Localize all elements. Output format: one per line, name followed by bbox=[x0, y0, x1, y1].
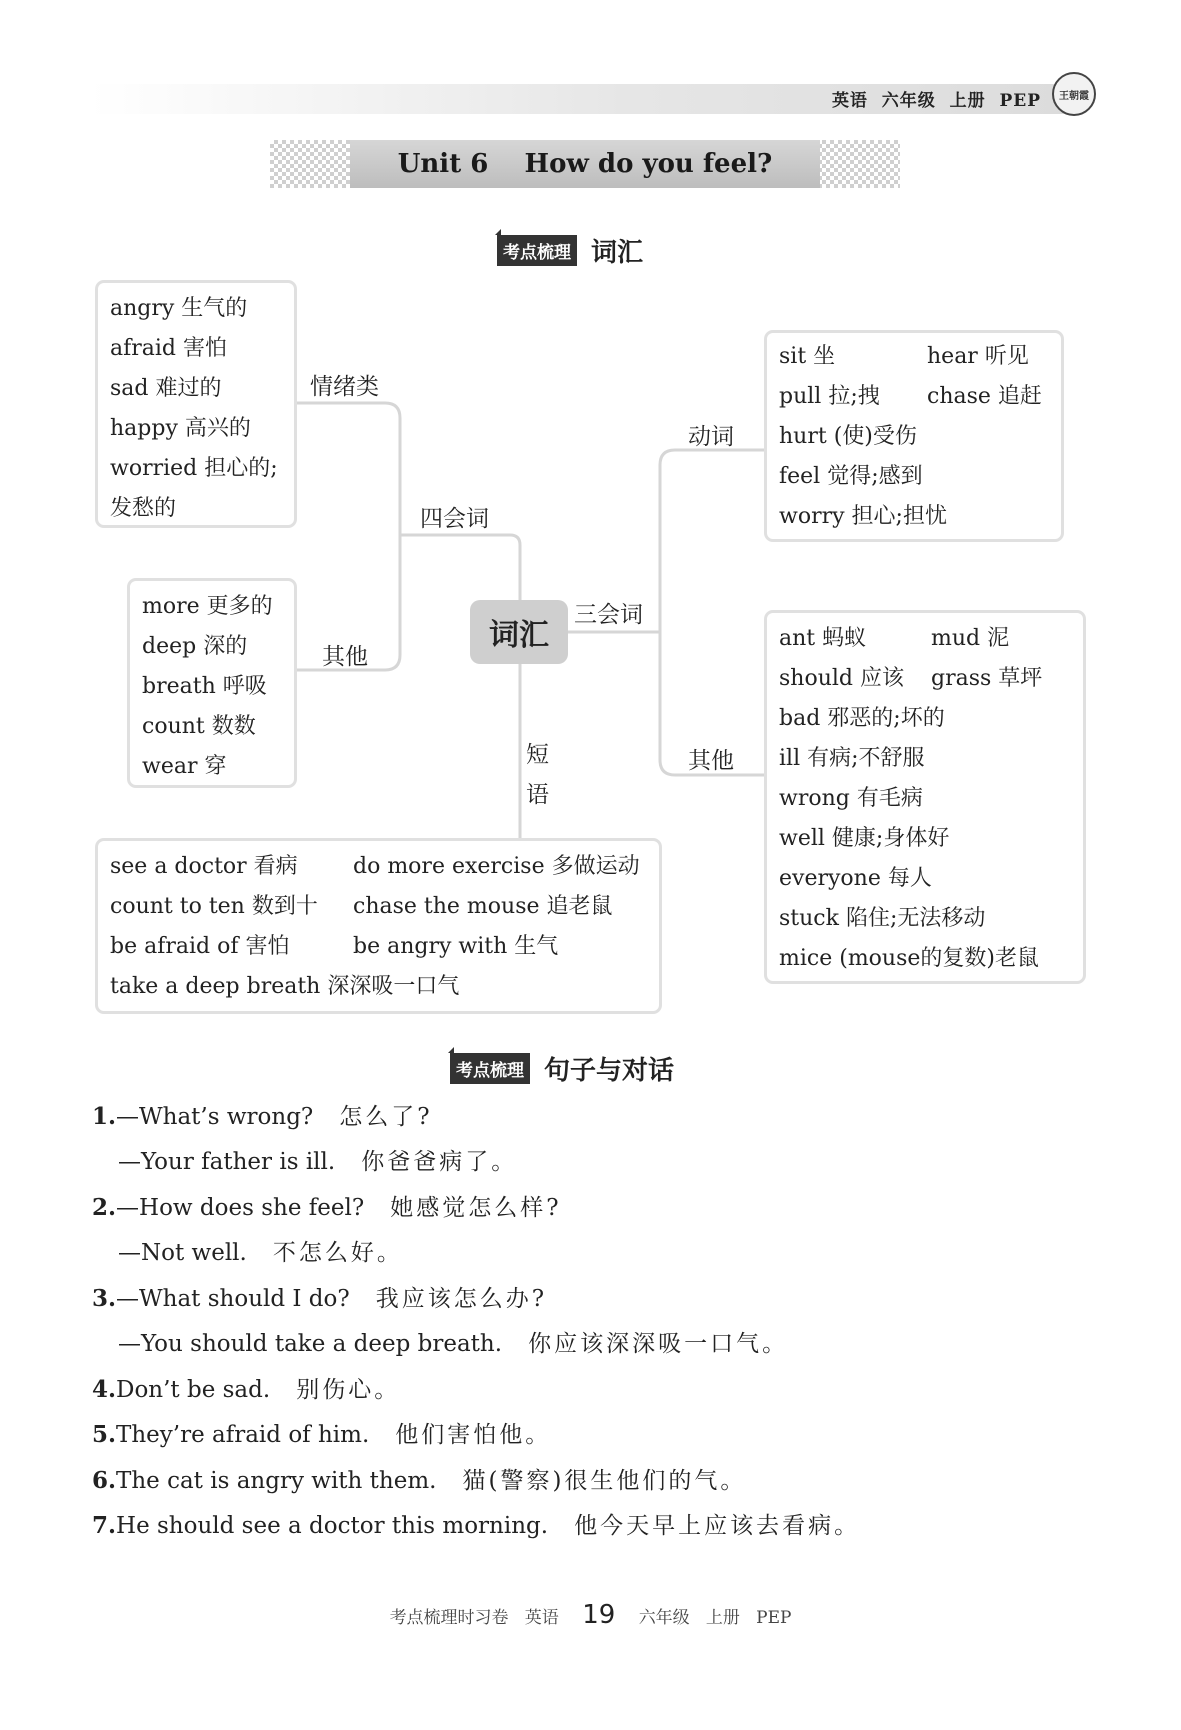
phrase: do more exercise 多做运动 bbox=[353, 854, 640, 879]
sentence-english: —Not well. bbox=[118, 1240, 247, 1266]
sentence-english: Don’t be sad. bbox=[116, 1377, 271, 1403]
sentence-row bbox=[118, 1143, 517, 1176]
footer-book-title: 考点梳理时习卷 bbox=[389, 1608, 509, 1628]
footer-term: 上册 bbox=[705, 1608, 740, 1628]
sentence-number: 1. bbox=[92, 1103, 117, 1130]
sentence-section-tag: 考点梳理 bbox=[450, 1053, 530, 1084]
verb-word: feel 觉得;感到 bbox=[779, 464, 923, 489]
connector-right-bracket bbox=[660, 450, 764, 775]
emotion-word: afraid 害怕 bbox=[110, 336, 228, 361]
other-right-word: grass 草坪 bbox=[931, 666, 1043, 691]
other-right-word: ant 蚂蚁 bbox=[779, 626, 867, 651]
sentence-row bbox=[92, 1507, 860, 1540]
page-footer bbox=[0, 1600, 1181, 1630]
header-subject: 英语 bbox=[831, 91, 868, 111]
vocab-section-title: 词汇 bbox=[591, 238, 644, 268]
phrase: take a deep breath 深深吸一口气 bbox=[110, 974, 460, 999]
sentence-row bbox=[118, 1234, 403, 1267]
sentence-number: 3. bbox=[92, 1285, 117, 1312]
other-right-word: everyone 每人 bbox=[779, 866, 932, 891]
phrase: be afraid of 害怕 bbox=[110, 934, 290, 959]
sentence-english: —How does she feel? bbox=[116, 1195, 365, 1221]
sentence-chinese: 他们害怕他。 bbox=[395, 1422, 552, 1448]
sentence-chinese: 我应该怎么办? bbox=[375, 1286, 548, 1312]
label-other-right: 其他 bbox=[688, 748, 734, 774]
verb-word: chase 追赶 bbox=[927, 384, 1042, 409]
branch-four-words: 四会词 bbox=[420, 506, 489, 532]
sentence-chinese: 怎么了? bbox=[339, 1104, 433, 1130]
other-right-word: should 应该 bbox=[779, 666, 904, 691]
sentence-number: 6. bbox=[92, 1467, 117, 1494]
header-term: 上册 bbox=[949, 91, 986, 111]
other-left-words-box bbox=[127, 578, 297, 788]
label-emotion: 情绪类 bbox=[310, 374, 379, 400]
sentence-english: The cat is angry with them. bbox=[116, 1468, 437, 1494]
other-left-word: count 数数 bbox=[142, 714, 256, 739]
connector-four-words bbox=[400, 535, 520, 600]
verb-word: pull 拉;拽 bbox=[779, 384, 880, 409]
emotion-word: sad 难过的 bbox=[110, 376, 222, 401]
other-right-word: mud 泥 bbox=[931, 626, 1010, 651]
other-right-word: bad 邪恶的;坏的 bbox=[779, 706, 945, 731]
emotion-words-box bbox=[95, 280, 297, 528]
sentence-section-title: 句子与对话 bbox=[544, 1056, 675, 1086]
verb-word: hurt (使)受伤 bbox=[779, 424, 917, 449]
sentence-number: 7. bbox=[92, 1512, 117, 1539]
mindmap-center: 词汇 bbox=[470, 600, 568, 664]
verbs-box bbox=[764, 330, 1064, 542]
sentence-english: —What should I do? bbox=[116, 1286, 350, 1312]
sentence-section-header bbox=[450, 1050, 674, 1087]
other-right-word: wrong 有毛病 bbox=[779, 786, 923, 811]
sentence-chinese: 别伤心。 bbox=[296, 1377, 401, 1403]
sentence-number: 2. bbox=[92, 1194, 117, 1221]
sentence-chinese: 你应该深深吸一口气。 bbox=[528, 1331, 789, 1357]
unit-title: Unit 6 How do you feel? bbox=[350, 140, 820, 188]
other-right-word: mice (mouse的复数)老鼠 bbox=[779, 946, 1039, 971]
sentence-row bbox=[92, 1098, 433, 1131]
phrase: chase the mouse 追老鼠 bbox=[353, 894, 613, 919]
sentence-english: They’re afraid of him. bbox=[116, 1422, 370, 1448]
branch-phrases-2: 语 bbox=[526, 782, 549, 808]
phrase: count to ten 数到十 bbox=[110, 894, 318, 919]
verb-word: sit 坐 bbox=[779, 344, 836, 369]
other-left-word: more 更多的 bbox=[142, 594, 273, 619]
verb-word: hear 听见 bbox=[927, 344, 1029, 369]
phrase: see a doctor 看病 bbox=[110, 854, 298, 879]
sentence-chinese: 不怎么好。 bbox=[272, 1240, 403, 1266]
header-edition: PEP bbox=[999, 91, 1041, 111]
footer-grade: 六年级 bbox=[638, 1608, 690, 1628]
footer-edition: PEP bbox=[756, 1608, 792, 1628]
sentence-english: —Your father is ill. bbox=[118, 1149, 336, 1175]
label-verbs: 动词 bbox=[688, 424, 734, 450]
verb-word: worry 担心;担忧 bbox=[779, 504, 947, 529]
sentence-chinese: 猫(警察)很生他们的气。 bbox=[462, 1468, 747, 1494]
phrase: be angry with 生气 bbox=[353, 934, 559, 959]
other-right-words-box bbox=[764, 610, 1086, 984]
page-number: 19 bbox=[582, 1600, 616, 1630]
sentence-english: He should see a doctor this morning. bbox=[116, 1513, 549, 1539]
sentence-chinese: 他今天早上应该去看病。 bbox=[574, 1513, 861, 1539]
emotion-word: worried 担心的; bbox=[110, 456, 278, 481]
publisher-logo: 王朝霞 bbox=[1052, 72, 1096, 116]
connector-left-bracket bbox=[296, 403, 400, 670]
sentence-chinese: 她感觉怎么样? bbox=[390, 1195, 562, 1221]
sentence-chinese: 你爸爸病了。 bbox=[361, 1149, 518, 1175]
branch-three-words: 三会词 bbox=[574, 602, 643, 628]
other-left-word: wear 穿 bbox=[142, 754, 227, 779]
sentence-english: —What’s wrong? bbox=[116, 1104, 314, 1130]
sentence-number: 5. bbox=[92, 1421, 117, 1448]
label-other-left: 其他 bbox=[322, 644, 368, 670]
emotion-word: angry 生气的 bbox=[110, 296, 248, 321]
sentence-row bbox=[118, 1325, 788, 1358]
other-left-word: breath 呼吸 bbox=[142, 674, 267, 699]
emotion-word: happy 高兴的 bbox=[110, 416, 251, 441]
branch-phrases-1: 短 bbox=[526, 742, 549, 768]
sentence-row bbox=[92, 1189, 562, 1222]
sentence-row bbox=[92, 1462, 746, 1495]
header-grade: 六年级 bbox=[881, 91, 936, 111]
sentence-row bbox=[92, 1416, 551, 1449]
sentence-row bbox=[92, 1371, 400, 1404]
footer-subject: 英语 bbox=[524, 1608, 559, 1628]
vocab-section-tag: 考点梳理 bbox=[497, 235, 577, 266]
phrases-box bbox=[95, 838, 662, 1014]
other-right-word: stuck 陷住;无法移动 bbox=[779, 906, 986, 931]
sentence-number: 4. bbox=[92, 1376, 117, 1403]
other-right-word: ill 有病;不舒服 bbox=[779, 746, 925, 771]
other-left-word: deep 深的 bbox=[142, 634, 248, 659]
sentence-english: —You should take a deep breath. bbox=[118, 1331, 503, 1357]
other-right-word: well 健康;身体好 bbox=[779, 826, 950, 851]
emotion-word: 发愁的 bbox=[110, 496, 177, 521]
sentence-row bbox=[92, 1280, 547, 1313]
